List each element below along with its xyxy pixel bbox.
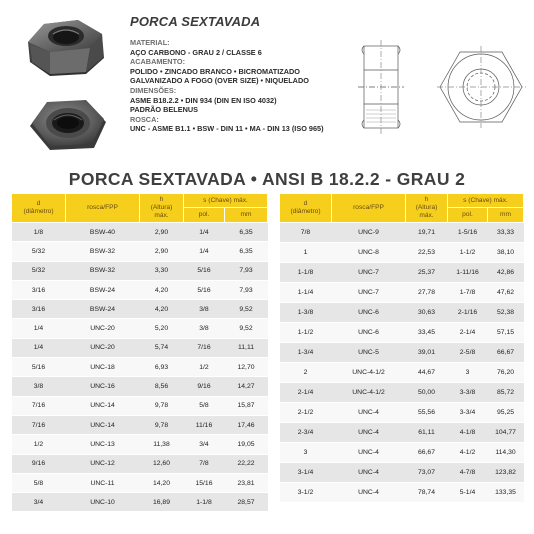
cell-wrench-pol: 7/16 — [184, 338, 225, 357]
cell-height: 61,11 — [406, 423, 448, 443]
cell-thread: UNC-14 — [66, 396, 140, 415]
cell-wrench-mm: 123,82 — [488, 463, 524, 483]
cell-wrench-pol: 3-3/4 — [448, 403, 488, 423]
cell-wrench-pol: 4-1/8 — [448, 423, 488, 443]
cell-height: 3,30 — [140, 261, 184, 280]
thread-value: UNC - ASME B1.1 • BSW - DIN 11 • MA - DIN 13 (ISO 965) — [130, 124, 324, 134]
table-row — [280, 383, 524, 403]
cell-height: 78,74 — [406, 483, 448, 503]
cell-thread: BSW-24 — [66, 280, 140, 299]
cell-thread: UNC-7 — [332, 283, 406, 303]
table-row — [12, 242, 268, 261]
cell-height: 39,01 — [406, 343, 448, 363]
cell-wrench-mm: 42,86 — [488, 263, 524, 283]
cell-wrench-mm: 57,15 — [488, 323, 524, 343]
cell-wrench-pol: 1-7/8 — [448, 283, 488, 303]
cell-wrench-mm: 7,93 — [225, 280, 268, 299]
cell-height: 5,74 — [140, 338, 184, 357]
cell-wrench-pol: 5/8 — [184, 396, 225, 415]
table-row — [12, 338, 268, 357]
cell-height: 55,56 — [406, 403, 448, 423]
cell-wrench-mm: 14,27 — [225, 377, 268, 396]
cell-thread: UNC-16 — [66, 377, 140, 396]
cell-wrench-pol: 1/4 — [184, 242, 225, 261]
table-row — [280, 263, 524, 283]
cell-height: 66,67 — [406, 443, 448, 463]
cell-wrench-mm: 38,10 — [488, 243, 524, 263]
dimensions-line: ASME B18.2.2 • DIN 934 (DIN EN ISO 4032) — [130, 95, 277, 105]
cell-height: 27,78 — [406, 283, 448, 303]
cell-height: 14,20 — [140, 473, 184, 492]
cell-wrench-pol: 15/16 — [184, 473, 225, 492]
cell-height: 33,45 — [406, 323, 448, 343]
table-row — [12, 454, 268, 473]
col-header-wrench: s (Chave) máx. — [184, 194, 268, 208]
table-row — [12, 223, 268, 242]
product-title: PORCA SEXTAVADA — [130, 14, 261, 29]
table-row — [12, 300, 268, 319]
cell-height: 9,78 — [140, 415, 184, 434]
cell-diameter: 3 — [280, 443, 332, 463]
table-row — [280, 303, 524, 323]
col-header-pol: pol. — [184, 208, 225, 223]
cell-wrench-pol: 3/8 — [184, 319, 225, 338]
hex-nut-photo-top — [20, 90, 115, 160]
cell-thread: UNC-11 — [66, 473, 140, 492]
cell-wrench-mm: 22,22 — [225, 454, 268, 473]
cell-diameter: 1-3/8 — [280, 303, 332, 323]
table-row — [12, 493, 268, 512]
cell-wrench-mm: 11,11 — [225, 338, 268, 357]
cell-wrench-mm: 6,35 — [225, 223, 268, 242]
cell-diameter: 3-1/4 — [280, 463, 332, 483]
col-header-diameter: d (diâmetro) — [12, 194, 66, 223]
cell-thread: UNC-7 — [332, 263, 406, 283]
cell-diameter: 5/8 — [12, 473, 66, 492]
table-row — [12, 280, 268, 299]
cell-wrench-pol: 1-11/16 — [448, 263, 488, 283]
cell-thread: BSW-40 — [66, 223, 140, 242]
cell-wrench-pol: 4-1/2 — [448, 443, 488, 463]
cell-diameter: 1-1/4 — [280, 283, 332, 303]
cell-thread: UNC-4 — [332, 463, 406, 483]
cell-height: 6,93 — [140, 358, 184, 377]
cell-thread: UNC-4 — [332, 483, 406, 503]
col-header-wrench: s (Chave) máx. — [448, 194, 524, 208]
cell-diameter: 1/2 — [12, 435, 66, 454]
cell-thread: UNC-20 — [66, 338, 140, 357]
cell-diameter: 3/16 — [12, 280, 66, 299]
cell-diameter: 1-1/2 — [280, 323, 332, 343]
cell-wrench-mm: 17,46 — [225, 415, 268, 434]
table-row — [280, 243, 524, 263]
cell-thread: BSW-24 — [66, 300, 140, 319]
material-label: MATERIAL: — [130, 38, 170, 47]
table-row — [280, 223, 524, 243]
cell-wrench-mm: 66,67 — [488, 343, 524, 363]
table-row — [12, 377, 268, 396]
cell-diameter: 3/16 — [12, 300, 66, 319]
cell-diameter: 5/16 — [12, 358, 66, 377]
cell-wrench-mm: 52,38 — [488, 303, 524, 323]
col-header-height: h (Altura) máx. — [140, 194, 184, 223]
cell-height: 2,90 — [140, 242, 184, 261]
cell-wrench-mm: 133,35 — [488, 483, 524, 503]
table-row — [280, 363, 524, 383]
table-row — [280, 443, 524, 463]
dimensions-line: PADRÃO BELENUS — [130, 105, 198, 115]
hex-nut-technical-drawing — [352, 10, 532, 140]
cell-diameter: 3-1/2 — [280, 483, 332, 503]
col-header-mm: mm — [225, 208, 268, 223]
cell-height: 12,60 — [140, 454, 184, 473]
cell-wrench-pol: 2-1/4 — [448, 323, 488, 343]
cell-diameter: 3/8 — [12, 377, 66, 396]
spec-table-left — [11, 193, 268, 512]
finish-line: POLIDO • ZINCADO BRANCO • BICROMATIZADO — [130, 66, 300, 76]
cell-wrench-pol: 11/16 — [184, 415, 225, 434]
cell-wrench-mm: 15,87 — [225, 396, 268, 415]
cell-thread: UNC-5 — [332, 343, 406, 363]
product-info — [130, 14, 360, 134]
cell-diameter: 5/32 — [12, 261, 66, 280]
spec-table-right — [279, 193, 524, 503]
cell-diameter: 2-1/2 — [280, 403, 332, 423]
cell-thread: UNC-4-1/2 — [332, 363, 406, 383]
cell-diameter: 7/16 — [12, 396, 66, 415]
cell-thread: UNC-14 — [66, 415, 140, 434]
cell-height: 44,67 — [406, 363, 448, 383]
cell-thread: BSW-32 — [66, 261, 140, 280]
col-header-mm: mm — [488, 208, 524, 223]
cell-wrench-pol: 1-5/16 — [448, 223, 488, 243]
cell-wrench-pol: 5/16 — [184, 280, 225, 299]
cell-thread: UNC-20 — [66, 319, 140, 338]
cell-wrench-mm: 95,25 — [488, 403, 524, 423]
cell-thread: UNC-9 — [332, 223, 406, 243]
table-row — [12, 473, 268, 492]
cell-height: 16,89 — [140, 493, 184, 512]
cell-thread: UNC-13 — [66, 435, 140, 454]
cell-wrench-mm: 19,05 — [225, 435, 268, 454]
cell-wrench-mm: 104,77 — [488, 423, 524, 443]
col-header-diameter: d (diâmetro) — [280, 194, 332, 223]
cell-diameter: 7/16 — [12, 415, 66, 434]
table-row — [280, 403, 524, 423]
cell-wrench-pol: 1-1/2 — [448, 243, 488, 263]
cell-wrench-mm: 9,52 — [225, 319, 268, 338]
cell-thread: UNC-4-1/2 — [332, 383, 406, 403]
finish-line: GALVANIZADO A FOGO (OVER SIZE) • NIQUELADO — [130, 76, 309, 86]
cell-wrench-mm: 114,30 — [488, 443, 524, 463]
cell-wrench-pol: 5-1/4 — [448, 483, 488, 503]
table-row — [280, 423, 524, 443]
cell-height: 4,20 — [140, 300, 184, 319]
cell-thread: UNC-4 — [332, 403, 406, 423]
cell-height: 73,07 — [406, 463, 448, 483]
cell-diameter: 9/16 — [12, 454, 66, 473]
cell-wrench-pol: 1-1/8 — [184, 493, 225, 512]
cell-wrench-pol: 1/4 — [184, 223, 225, 242]
cell-diameter: 1-1/8 — [280, 263, 332, 283]
cell-wrench-mm: 33,33 — [488, 223, 524, 243]
cell-thread: UNC-6 — [332, 303, 406, 323]
table-row — [12, 358, 268, 377]
cell-wrench-pol: 3-3/8 — [448, 383, 488, 403]
cell-height: 8,56 — [140, 377, 184, 396]
cell-diameter: 7/8 — [280, 223, 332, 243]
cell-wrench-pol: 7/8 — [184, 454, 225, 473]
table-row — [280, 343, 524, 363]
cell-diameter: 2-3/4 — [280, 423, 332, 443]
cell-height: 5,20 — [140, 319, 184, 338]
col-header-pol: pol. — [448, 208, 488, 223]
cell-diameter: 3/4 — [12, 493, 66, 512]
thread-label: ROSCA: — [130, 114, 159, 124]
col-header-thread: rosca/FPP — [66, 194, 140, 223]
cell-diameter: 1/4 — [12, 319, 66, 338]
cell-diameter: 1-3/4 — [280, 343, 332, 363]
cell-thread: UNC-4 — [332, 423, 406, 443]
table-row — [12, 435, 268, 454]
cell-height: 22,53 — [406, 243, 448, 263]
cell-wrench-mm: 12,70 — [225, 358, 268, 377]
table-row — [280, 323, 524, 343]
finish-label: ACABAMENTO: — [130, 57, 185, 67]
cell-thread: UNC-10 — [66, 493, 140, 512]
cell-wrench-pol: 9/16 — [184, 377, 225, 396]
cell-diameter: 1/4 — [12, 338, 66, 357]
cell-thread: UNC-6 — [332, 323, 406, 343]
cell-wrench-mm: 6,35 — [225, 242, 268, 261]
cell-diameter: 2 — [280, 363, 332, 383]
table-row — [280, 463, 524, 483]
table-row — [12, 396, 268, 415]
table-title: PORCA SEXTAVADA • ANSI B 18.2.2 - GRAU 2 — [68, 169, 466, 189]
cell-height: 2,90 — [140, 223, 184, 242]
cell-diameter: 2-1/4 — [280, 383, 332, 403]
cell-wrench-mm: 7,93 — [225, 261, 268, 280]
cell-height: 25,37 — [406, 263, 448, 283]
cell-wrench-mm: 76,20 — [488, 363, 524, 383]
table-row — [280, 483, 524, 503]
product-header — [0, 0, 534, 170]
cell-diameter: 5/32 — [12, 242, 66, 261]
table-row — [12, 261, 268, 280]
table-row — [12, 319, 268, 338]
dimensions-label: DIMENSÕES: — [130, 85, 177, 95]
cell-wrench-pol: 2-1/16 — [448, 303, 488, 323]
cell-thread: UNC-12 — [66, 454, 140, 473]
hex-nut-photo-angled — [20, 12, 115, 82]
cell-height: 9,78 — [140, 396, 184, 415]
cell-wrench-mm: 28,57 — [225, 493, 268, 512]
cell-wrench-pol: 3/4 — [184, 435, 225, 454]
col-header-height: h (Altura) máx. — [406, 194, 448, 223]
cell-wrench-mm: 47,62 — [488, 283, 524, 303]
cell-wrench-mm: 85,72 — [488, 383, 524, 403]
cell-wrench-pol: 1/2 — [184, 358, 225, 377]
cell-wrench-pol: 4-7/8 — [448, 463, 488, 483]
cell-wrench-pol: 3 — [448, 363, 488, 383]
cell-thread: UNC-4 — [332, 443, 406, 463]
cell-diameter: 1 — [280, 243, 332, 263]
cell-wrench-pol: 2-5/8 — [448, 343, 488, 363]
cell-height: 19,71 — [406, 223, 448, 243]
cell-wrench-pol: 5/16 — [184, 261, 225, 280]
col-header-thread: rosca/FPP — [332, 194, 406, 223]
cell-thread: BSW-32 — [66, 242, 140, 261]
table-row — [280, 283, 524, 303]
cell-height: 11,38 — [140, 435, 184, 454]
cell-thread: UNC-8 — [332, 243, 406, 263]
cell-thread: UNC-18 — [66, 358, 140, 377]
cell-height: 50,00 — [406, 383, 448, 403]
cell-wrench-mm: 23,81 — [225, 473, 268, 492]
cell-height: 4,20 — [140, 280, 184, 299]
material-value: AÇO CARBONO - GRAU 2 / CLASSE 6 — [130, 47, 262, 57]
cell-wrench-pol: 3/8 — [184, 300, 225, 319]
table-row — [12, 415, 268, 434]
cell-diameter: 1/8 — [12, 223, 66, 242]
cell-height: 30,63 — [406, 303, 448, 323]
cell-wrench-mm: 9,52 — [225, 300, 268, 319]
